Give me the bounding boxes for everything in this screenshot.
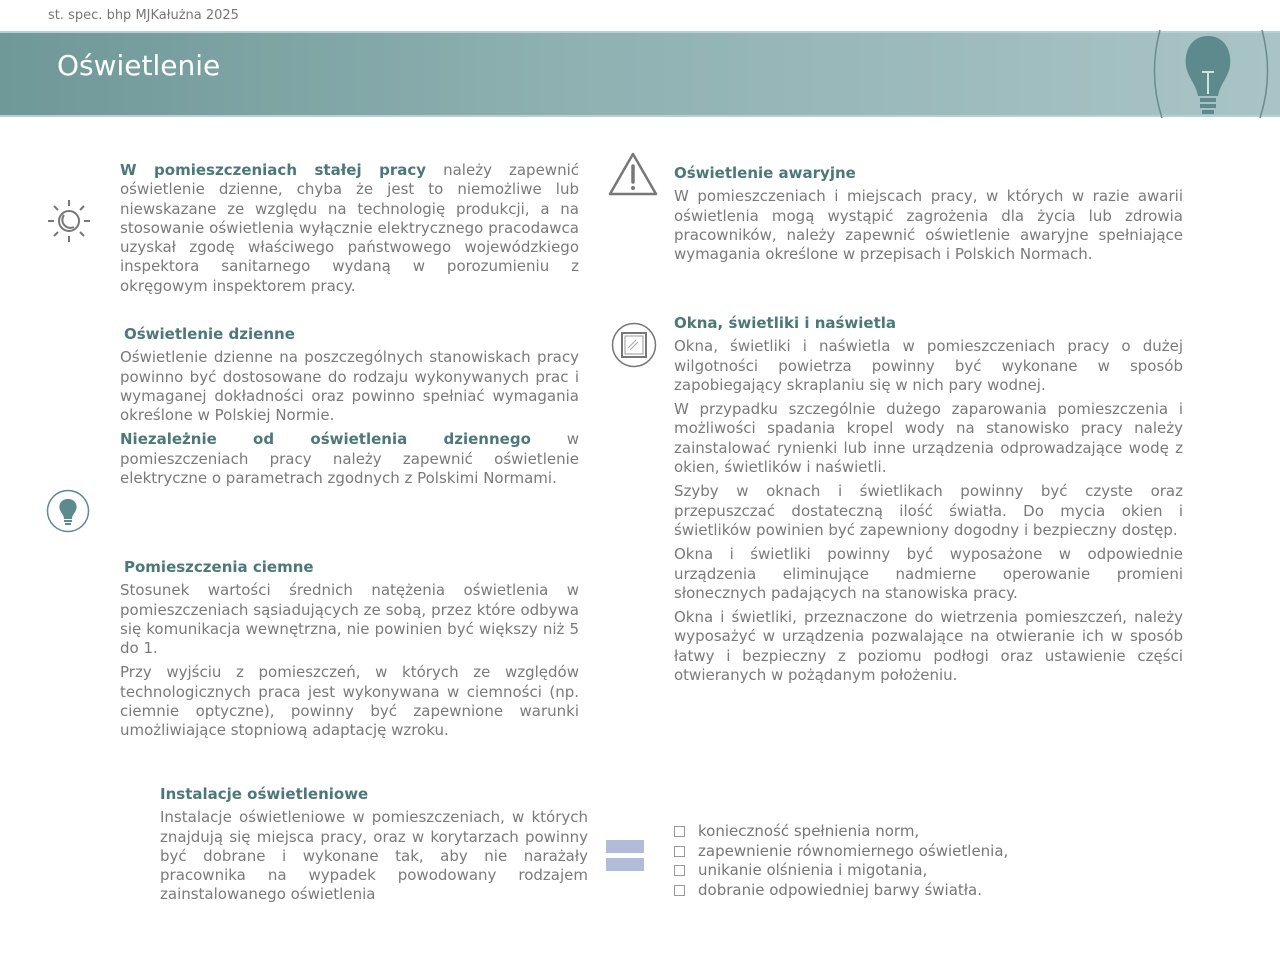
checkbox-bullet-icon <box>674 885 685 896</box>
emergency-heading: Oświetlenie awaryjne <box>674 164 856 182</box>
windows-p1: Okna, świetliki i naświetla w pomieszczeniach pracy o dużej wilgotności powietrza powinny być wykonane w sposób zapobiegający skraplaniu się w nich pary wodnej. <box>674 337 1183 394</box>
intro-bold: W pomieszczeniach stałej pracy <box>120 161 427 179</box>
list-item: unikanie olśnienia i migotania, <box>674 861 1008 881</box>
daylight-p2: w pomieszczeniach pracy należy zapewnić oświetlenie elektryczne o parametrach zgodnych z Polskimi Normami. <box>120 430 579 488</box>
daylight-p1: Oświetlenie dzienne na poszczególnych stanowiskach pracy powinno być dostosowane do rodzaju wykonywanych prac i wymaganej dokładności oraz powinno spełniać wymagania określone w Polskiej Normie. <box>120 348 579 425</box>
checkbox-bullet-icon <box>674 826 685 837</box>
dark-rooms-section <box>120 558 579 746</box>
windows-section <box>674 314 1183 690</box>
emergency-section <box>674 164 1183 269</box>
requirements-checklist <box>674 822 1008 900</box>
title-banner <box>0 31 1280 117</box>
author-note: st. spec. bhp MJKałużna 2025 <box>48 8 239 23</box>
installations-section <box>160 785 588 910</box>
equals-icon-top <box>606 840 644 853</box>
windows-p5: Okna i świetliki, przeznaczone do wietrzenia pomieszczeń, należy wyposażyć w urządzenia pozwalające na otwieranie ich w sposób łatwy i bezpieczny z poziomu podłogi oraz ustawienie części otwieranych w pożądanym położeniu. <box>674 608 1183 685</box>
window-icon <box>611 322 657 368</box>
lightbulb-icon <box>1150 20 1270 120</box>
lightbulb-circle-icon <box>46 489 90 533</box>
install-p1: Instalacje oświetleniowe w pomieszczeniach, w których znajdują się miejsca pracy, oraz w korytarzach powinny być dobrane i wykonane tak, aby nie narażały pracownika na wypadek powodowany rodzajem zainstalowanego oświetlenia <box>160 808 588 904</box>
windows-heading: Okna, świetliki i naświetla <box>674 314 897 332</box>
intro-text: należy zapewnić oświetlenie dzienne, chyba że jest to niemożliwe lub niewskazane ze względu na technologię produkcji, a na stosowanie oświetlenia wyłącznie elektrycznego pracodawca uzyskał zgodę właściwego państwowego wojewódzkiego inspektora sanitarnego wydaną w porozumieniu z okręgowym inspektorem pracy. <box>120 161 579 295</box>
list-item: zapewnienie równomiernego oświetlenia, <box>674 842 1008 862</box>
windows-p3: Szyby w oknach i świetlikach powinny być czyste oraz przepuszczać dostateczną ilość światła. Do mycia okien i świetlików powinien być zapewniony dogodny i bezpieczny dostęp. <box>674 482 1183 539</box>
dark-heading: Pomieszczenia ciemne <box>124 558 314 576</box>
list-item: dobranie odpowiedniej barwy światła. <box>674 881 1008 901</box>
checkbox-bullet-icon <box>674 865 685 876</box>
install-heading: Instalacje oświetleniowe <box>160 785 369 803</box>
windows-p4: Okna i świetliki powinny być wyposażone w odpowiednie urządzenia eliminujące nadmierne operowanie promieni słonecznych padających na stanowiska pracy. <box>674 545 1183 602</box>
sun-icon <box>46 198 92 244</box>
warning-icon <box>607 151 659 197</box>
checkbox-bullet-icon <box>674 846 685 857</box>
page-title: Oświetlenie <box>57 49 221 82</box>
dark-p2: Przy wyjściu z pomieszczeń, w których ze względów technologicznych praca jest wykonywana w ciemności (np. ciemnie optyczne), powinny być zapewnione warunki umożliwiające stopniową adaptację wzroku. <box>120 663 579 740</box>
daylight-heading: Oświetlenie dzienne <box>124 325 295 343</box>
equals-icon-bottom <box>606 858 644 871</box>
daylight-p2-bold: Niezależnie od oświetlenia dziennego <box>120 430 531 449</box>
dark-p1: Stosunek wartości średnich natężenia oświetlenia w pomieszczeniach sąsiadujących ze sobą, przez które odbywa się komunikacja wewnętrzna, nie powinien być większy niż 5 do 1. <box>120 581 579 658</box>
list-item: konieczność spełnienia norm, <box>674 822 1008 842</box>
emergency-p1: W pomieszczeniach i miejscach pracy, w których w razie awarii oświetlenia mogą wystąpić zagrożenia dla życia lub zdrowia pracowników, należy zapewnić oświetlenie awaryjne spełniające wymagania określone w przepisach i Polskich Normach. <box>674 187 1183 264</box>
windows-p2: W przypadku szczególnie dużego zaparowania pomieszczenia i możliwości spadania kropel wody na stanowisko pracy należy zainstalować rynienki lub inne urządzenia odprowadzające wodę z okien, świetlików i naświetli. <box>674 400 1183 477</box>
intro-section <box>120 161 579 301</box>
daylight-section <box>120 325 579 493</box>
